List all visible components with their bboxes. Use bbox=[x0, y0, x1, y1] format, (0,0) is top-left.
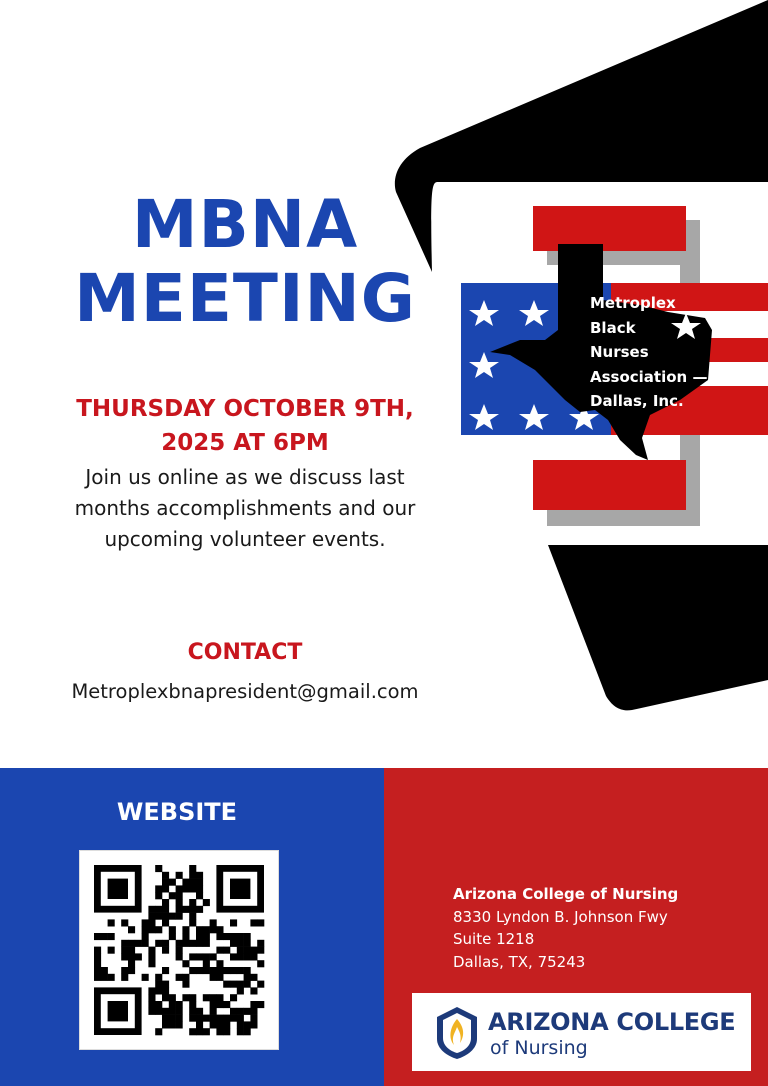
meeting-description bbox=[40, 462, 450, 555]
logo-text-line5: Dallas, Inc. bbox=[590, 392, 684, 410]
address-panel bbox=[384, 768, 768, 1086]
address-block bbox=[453, 883, 678, 973]
address-city: Dallas, TX, 75243 bbox=[453, 952, 586, 971]
meeting-title-line1: MBNA bbox=[131, 186, 359, 263]
sponsor-name-line1: ARIZONA COLLEGE bbox=[488, 1008, 736, 1036]
logo-text-line2: Black bbox=[590, 319, 636, 337]
meeting-date-line1: THURSDAY OCTOBER 9TH, bbox=[76, 396, 414, 422]
meeting-date bbox=[40, 392, 450, 460]
address-street: 8330 Lyndon B. Johnson Fwy bbox=[453, 907, 668, 926]
meeting-title-line2: MEETING bbox=[74, 260, 416, 337]
arizona-college-logo bbox=[412, 993, 751, 1071]
description-line1: Join us online as we discuss last bbox=[85, 465, 405, 489]
address-name: Arizona College of Nursing bbox=[453, 885, 679, 903]
logo-text-line4: Association — bbox=[590, 368, 708, 386]
description-line2: months accomplishments and our bbox=[74, 496, 416, 520]
website-panel bbox=[0, 768, 384, 1086]
sponsor-name-line2: of Nursing bbox=[490, 1037, 588, 1059]
qr-code-graphic bbox=[80, 851, 278, 1049]
address-suite: Suite 1218 bbox=[453, 930, 535, 948]
meeting-title bbox=[40, 188, 450, 336]
website-heading: WEBSITE bbox=[116, 798, 238, 826]
contact-heading: CONTACT bbox=[187, 640, 303, 665]
contact-email: Metroplexbnapresident@gmail.com bbox=[71, 680, 419, 703]
logo-text-line3: Nurses bbox=[590, 343, 649, 361]
description-line3: upcoming volunteer events. bbox=[104, 527, 386, 551]
shield-flame-icon bbox=[434, 1005, 480, 1061]
meeting-date-line2: 2025 AT 6PM bbox=[161, 430, 329, 456]
website-qr-code[interactable] bbox=[79, 850, 279, 1050]
logo-text-line1: Metroplex bbox=[590, 294, 676, 312]
